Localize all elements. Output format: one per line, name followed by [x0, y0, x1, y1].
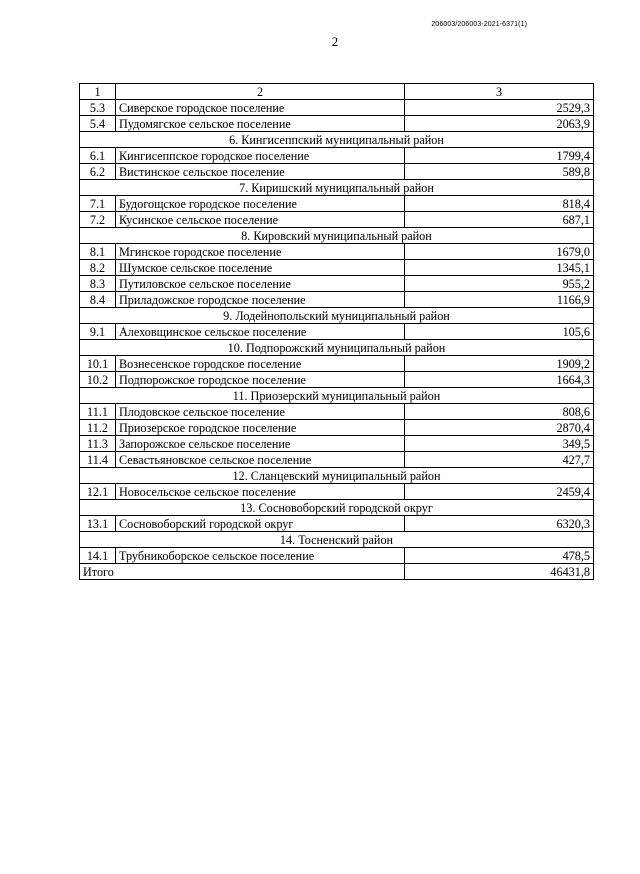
- row-number: 9.1: [80, 324, 116, 340]
- row-value: 349,5: [405, 436, 594, 452]
- row-value: 955,2: [405, 276, 594, 292]
- row-name: Шумское сельское поселение: [116, 260, 405, 276]
- row-name: Новосельское сельское поселение: [116, 484, 405, 500]
- row-value: 2529,3: [405, 100, 594, 116]
- row-name: Сосновоборский городской округ: [116, 516, 405, 532]
- row-number: 10.2: [80, 372, 116, 388]
- row-number: 13.1: [80, 516, 116, 532]
- table-row: [80, 148, 594, 164]
- table-row: [80, 100, 594, 116]
- table-row: [80, 484, 594, 500]
- total-label: Итого: [80, 564, 405, 580]
- row-name: Приладожское городское поселение: [116, 292, 405, 308]
- table-row: [80, 436, 594, 452]
- table-row: [80, 356, 594, 372]
- section-title: 12. Сланцевский муниципальный район: [80, 468, 594, 484]
- section-title: 7. Киришский муниципальный район: [80, 180, 594, 196]
- section-title: 10. Подпорожский муниципальный район: [80, 340, 594, 356]
- section-row: [80, 388, 594, 404]
- row-value: 1799,4: [405, 148, 594, 164]
- section-title: 9. Лодейнопольский муниципальный район: [80, 308, 594, 324]
- row-number: 5.4: [80, 116, 116, 132]
- row-value: 818,4: [405, 196, 594, 212]
- row-value: 687,1: [405, 212, 594, 228]
- table-row: [80, 420, 594, 436]
- row-number: 11.1: [80, 404, 116, 420]
- row-value: 427,7: [405, 452, 594, 468]
- row-value: 105,6: [405, 324, 594, 340]
- row-value: 589,8: [405, 164, 594, 180]
- table-row: [80, 276, 594, 292]
- row-value: 478,5: [405, 548, 594, 564]
- section-title: 6. Кингисеппский муниципальный район: [80, 132, 594, 148]
- column-header-3: 3: [405, 84, 594, 100]
- section-title: 14. Тосненский район: [80, 532, 594, 548]
- row-number: 7.1: [80, 196, 116, 212]
- row-value: 1345,1: [405, 260, 594, 276]
- row-number: 8.1: [80, 244, 116, 260]
- table-row: [80, 452, 594, 468]
- row-number: 8.4: [80, 292, 116, 308]
- section-title: 11. Приозерский муниципальный район: [80, 388, 594, 404]
- section-row: [80, 228, 594, 244]
- header-row: [80, 84, 594, 100]
- row-number: 8.2: [80, 260, 116, 276]
- row-number: 11.4: [80, 452, 116, 468]
- row-name: Мгинское городское поселение: [116, 244, 405, 260]
- row-name: Севастьяновское сельское поселение: [116, 452, 405, 468]
- table-row: [80, 404, 594, 420]
- row-number: 7.2: [80, 212, 116, 228]
- table-body: [80, 84, 594, 580]
- document-id: 206003/206003-2021-6371(1): [431, 21, 527, 28]
- row-number: 11.2: [80, 420, 116, 436]
- row-value: 1166,9: [405, 292, 594, 308]
- row-value: 1679,0: [405, 244, 594, 260]
- column-header-1: 1: [80, 84, 116, 100]
- section-row: [80, 132, 594, 148]
- row-value: 2063,9: [405, 116, 594, 132]
- row-name: Приозерское городское поселение: [116, 420, 405, 436]
- row-number: 8.3: [80, 276, 116, 292]
- row-value: 1664,3: [405, 372, 594, 388]
- row-name: Кингисеппское городское поселение: [116, 148, 405, 164]
- section-row: [80, 340, 594, 356]
- row-name: Запорожское сельское поселение: [116, 436, 405, 452]
- row-value: 1909,2: [405, 356, 594, 372]
- row-value: 808,6: [405, 404, 594, 420]
- row-number: 11.3: [80, 436, 116, 452]
- section-title: 8. Кировский муниципальный район: [80, 228, 594, 244]
- row-name: Вознесенское городское поселение: [116, 356, 405, 372]
- table-row: [80, 292, 594, 308]
- row-name: Путиловское сельское поселение: [116, 276, 405, 292]
- row-name: Кусинское сельское поселение: [116, 212, 405, 228]
- table-row: [80, 260, 594, 276]
- table-row: [80, 548, 594, 564]
- table-row: [80, 372, 594, 388]
- section-row: [80, 468, 594, 484]
- table-row: [80, 516, 594, 532]
- row-value: 2870,4: [405, 420, 594, 436]
- section-title: 13. Сосновоборский городской округ: [80, 500, 594, 516]
- table-row: [80, 164, 594, 180]
- table-row: [80, 324, 594, 340]
- table-row: [80, 212, 594, 228]
- row-number: 6.2: [80, 164, 116, 180]
- row-name: Вистинское сельское поселение: [116, 164, 405, 180]
- row-number: 6.1: [80, 148, 116, 164]
- section-row: [80, 180, 594, 196]
- table-row: [80, 116, 594, 132]
- row-number: 12.1: [80, 484, 116, 500]
- row-name: Алеховщинское сельское поселение: [116, 324, 405, 340]
- page-number: 2: [331, 34, 339, 49]
- column-header-2: 2: [116, 84, 405, 100]
- row-number: 10.1: [80, 356, 116, 372]
- row-value: 2459,4: [405, 484, 594, 500]
- row-name: Плодовское сельское поселение: [116, 404, 405, 420]
- row-name: Пудомягское сельское поселение: [116, 116, 405, 132]
- section-row: [80, 308, 594, 324]
- total-value: 46431,8: [405, 564, 594, 580]
- table-row: [80, 244, 594, 260]
- row-number: 5.3: [80, 100, 116, 116]
- row-value: 6320,3: [405, 516, 594, 532]
- row-name: Будогощское городское поселение: [116, 196, 405, 212]
- table-row: [80, 196, 594, 212]
- row-number: 14.1: [80, 548, 116, 564]
- section-row: [80, 500, 594, 516]
- total-row: [80, 564, 594, 580]
- row-name: Сиверское городское поселение: [116, 100, 405, 116]
- row-name: Подпорожское городское поселение: [116, 372, 405, 388]
- row-name: Трубникоборское сельское поселение: [116, 548, 405, 564]
- section-row: [80, 532, 594, 548]
- allocation-table: [79, 83, 594, 580]
